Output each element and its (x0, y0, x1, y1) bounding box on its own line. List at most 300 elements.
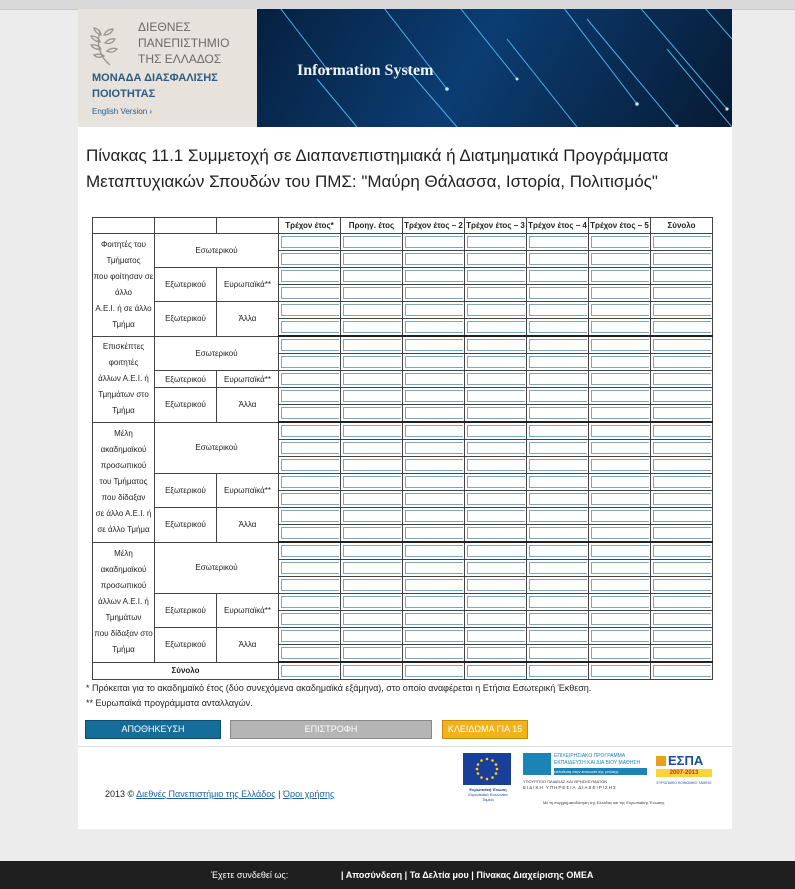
value-input[interactable] (591, 287, 649, 299)
value-input[interactable] (653, 630, 711, 642)
value-cell (465, 422, 527, 440)
value-input[interactable] (653, 321, 711, 333)
value-input[interactable] (467, 476, 525, 488)
header-banner (257, 9, 732, 127)
table-row (93, 302, 713, 319)
value-cell (403, 251, 465, 268)
value-cell (341, 457, 403, 474)
value-cell (527, 251, 589, 268)
value-input[interactable] (343, 407, 401, 419)
value-input[interactable] (281, 253, 339, 265)
program-line-3: επένδυση στην κοινωνία της γνώσης (554, 768, 647, 775)
value-cell (589, 628, 651, 645)
value-input[interactable] (343, 630, 401, 642)
value-input[interactable] (405, 321, 463, 333)
total-row (93, 662, 713, 680)
value-input[interactable] (281, 304, 339, 316)
value-cell (651, 354, 713, 371)
value-cell (589, 405, 651, 423)
value-input[interactable] (591, 442, 649, 454)
value-input[interactable] (529, 287, 587, 299)
value-input[interactable] (653, 373, 711, 385)
value-input[interactable] (343, 270, 401, 282)
value-cell (403, 405, 465, 423)
value-input[interactable] (343, 236, 401, 248)
program-logo (523, 753, 649, 795)
footer-separator: | (278, 789, 281, 799)
value-input[interactable] (405, 510, 463, 522)
value-input[interactable] (529, 425, 587, 437)
value-input[interactable] (467, 596, 525, 608)
value-cell (651, 594, 713, 611)
value-input[interactable] (343, 390, 401, 402)
value-cell (465, 542, 527, 560)
value-input[interactable] (467, 425, 525, 437)
laurel-logo-icon (90, 23, 130, 67)
value-input[interactable] (529, 339, 587, 351)
other-label: Άλλα (217, 508, 279, 543)
value-cell (465, 440, 527, 457)
value-input[interactable] (653, 527, 711, 539)
university-line-1: ΔΙΕΘΝΕΣ (138, 20, 191, 34)
value-input[interactable] (653, 304, 711, 316)
value-input[interactable] (405, 579, 463, 591)
value-cell (527, 422, 589, 440)
value-input[interactable] (653, 287, 711, 299)
unit-name (92, 70, 218, 102)
value-cell (279, 508, 341, 525)
value-input[interactable] (591, 407, 649, 419)
value-cell (589, 611, 651, 628)
value-cell (403, 474, 465, 491)
value-input[interactable] (653, 270, 711, 282)
value-input[interactable] (467, 373, 525, 385)
value-cell (651, 285, 713, 302)
value-cell (403, 560, 465, 577)
value-input[interactable] (281, 339, 339, 351)
value-cell (279, 525, 341, 543)
value-input[interactable] (591, 596, 649, 608)
value-input[interactable] (591, 613, 649, 625)
value-input[interactable] (343, 665, 401, 677)
value-input[interactable] (343, 459, 401, 471)
value-cell (589, 319, 651, 337)
back-button[interactable]: ΕΠΙΣΤΡΟΦΗ (230, 720, 432, 739)
value-input[interactable] (281, 630, 339, 642)
value-input[interactable] (405, 665, 463, 677)
value-input[interactable] (591, 390, 649, 402)
value-input[interactable] (467, 613, 525, 625)
value-input[interactable] (591, 321, 649, 333)
value-input[interactable] (281, 356, 339, 368)
value-cell (651, 611, 713, 628)
page-title: Πίνακας 11.1 Συμμετοχή σε Διαπανεπιστημιακά ή Διατμηματικά Προγράμματα Μεταπτυχιακών Σπουδών του ΠΜΣ: "Μαύρη Θάλασσα, Ιστορία, Πολιτισμός" (86, 146, 669, 191)
value-input[interactable] (343, 321, 401, 333)
table-row (93, 628, 713, 645)
value-input[interactable] (529, 390, 587, 402)
eu-label-line-2: Ευρωπαϊκό Κοινωνικό Ταμείο (468, 792, 508, 802)
value-input[interactable] (653, 647, 711, 659)
value-input[interactable] (591, 510, 649, 522)
value-input[interactable] (405, 425, 463, 437)
value-input[interactable] (653, 390, 711, 402)
value-cell (527, 611, 589, 628)
unit-line-1: ΜΟΝΑΔΑ ΔΙΑΣΦΑΛΙΣΗΣ (92, 72, 218, 84)
value-input[interactable] (591, 339, 649, 351)
value-input[interactable] (281, 545, 339, 557)
value-input[interactable] (653, 407, 711, 419)
value-input[interactable] (467, 459, 525, 471)
value-input[interactable] (529, 270, 587, 282)
value-input[interactable] (467, 407, 525, 419)
value-input[interactable] (529, 562, 587, 574)
value-input[interactable] (405, 442, 463, 454)
value-input[interactable] (405, 236, 463, 248)
logout-link[interactable]: Αποσύνδεση (345, 870, 403, 880)
european-label: Ευρωπαϊκά** (217, 594, 279, 628)
value-input[interactable] (653, 665, 711, 677)
eu-label (463, 787, 513, 802)
value-input[interactable] (529, 459, 587, 471)
value-input[interactable] (281, 562, 339, 574)
value-input[interactable] (405, 493, 463, 505)
value-input[interactable] (653, 339, 711, 351)
value-input[interactable] (653, 596, 711, 608)
group-label-line: Μέλη (114, 429, 133, 438)
value-input[interactable] (281, 493, 339, 505)
value-cell (651, 560, 713, 577)
value-input[interactable] (467, 665, 525, 677)
value-input[interactable] (467, 390, 525, 402)
value-input[interactable] (405, 407, 463, 419)
value-input[interactable] (529, 579, 587, 591)
value-input[interactable] (467, 545, 525, 557)
value-input[interactable] (591, 253, 649, 265)
value-input[interactable] (281, 287, 339, 299)
value-cell (341, 319, 403, 337)
bottom-bar (0, 861, 795, 889)
value-input[interactable] (653, 459, 711, 471)
value-input[interactable] (529, 373, 587, 385)
value-input[interactable] (343, 613, 401, 625)
value-cell (341, 405, 403, 423)
value-input[interactable] (405, 356, 463, 368)
group-label-line: άλλων Α.Ε.Ι. ή (98, 374, 149, 383)
value-input[interactable] (529, 647, 587, 659)
value-cell (403, 388, 465, 405)
external-label: Εξωτερικού (155, 302, 217, 337)
value-cell (279, 457, 341, 474)
value-input[interactable] (529, 407, 587, 419)
value-cell (465, 525, 527, 543)
value-input[interactable] (653, 356, 711, 368)
value-input[interactable] (281, 476, 339, 488)
value-input[interactable] (343, 442, 401, 454)
value-input[interactable] (653, 613, 711, 625)
logged-in-label: Έχετε συνδεθεί ως: (211, 870, 289, 880)
value-input[interactable] (467, 527, 525, 539)
col-header-total: Σύνολο (651, 218, 713, 234)
value-input[interactable] (529, 527, 587, 539)
value-cell (341, 354, 403, 371)
value-input[interactable] (281, 407, 339, 419)
value-input[interactable] (591, 665, 649, 677)
value-input[interactable] (281, 270, 339, 282)
value-input[interactable] (343, 527, 401, 539)
value-cell (651, 234, 713, 251)
terms-link[interactable]: Όροι χρήσης (282, 789, 335, 799)
value-cell (651, 645, 713, 663)
value-input[interactable] (653, 562, 711, 574)
value-input[interactable] (467, 442, 525, 454)
value-input[interactable] (591, 647, 649, 659)
value-input[interactable] (343, 510, 401, 522)
value-input[interactable] (591, 630, 649, 642)
value-input[interactable] (467, 287, 525, 299)
value-input[interactable] (591, 476, 649, 488)
value-input[interactable] (529, 304, 587, 316)
value-cell (279, 371, 341, 388)
value-cell (403, 628, 465, 645)
value-cell (465, 508, 527, 525)
footnotes (86, 681, 591, 711)
value-cell (527, 662, 589, 680)
admin-panel-link[interactable]: Πίνακας Διαχείρισης ΟΜΕΑ (476, 870, 594, 880)
group-label (93, 422, 155, 542)
value-input[interactable] (529, 630, 587, 642)
university-link[interactable]: Διεθνές Πανεπιστήμιο της Ελλάδος (136, 789, 276, 799)
value-input[interactable] (343, 425, 401, 437)
value-input[interactable] (281, 527, 339, 539)
university-line-2: ΠΑΝΕΠΙΣΤΗΜΙΟ (138, 36, 230, 50)
value-cell (341, 628, 403, 645)
external-label: Εξωτερικού (155, 594, 217, 628)
value-input[interactable] (281, 647, 339, 659)
value-input[interactable] (343, 304, 401, 316)
program-line-4: ΥΠΟΥΡΓΕΙΟ ΠΑΙΔΕΙΑΣ ΚΑΙ ΘΡΗΣΚΕΥΜΑΤΩΝ (523, 779, 608, 784)
value-cell (279, 594, 341, 611)
value-input[interactable] (467, 562, 525, 574)
value-input[interactable] (653, 579, 711, 591)
value-input[interactable] (405, 339, 463, 351)
value-input[interactable] (591, 545, 649, 557)
value-input[interactable] (405, 253, 463, 265)
value-input[interactable] (281, 459, 339, 471)
value-input[interactable] (591, 493, 649, 505)
value-cell (589, 354, 651, 371)
value-input[interactable] (405, 545, 463, 557)
value-input[interactable] (405, 596, 463, 608)
value-input[interactable] (591, 373, 649, 385)
value-cell (589, 371, 651, 388)
eu-label-line-1: Ευρωπαϊκή Ένωση (469, 787, 507, 792)
value-input[interactable] (281, 390, 339, 402)
value-cell (403, 302, 465, 319)
value-cell (651, 542, 713, 560)
value-cell (341, 388, 403, 405)
value-cell (589, 234, 651, 251)
value-cell (527, 302, 589, 319)
value-input[interactable] (467, 253, 525, 265)
value-input[interactable] (591, 356, 649, 368)
col-header-previous: Προηγ. έτος (341, 218, 403, 234)
value-input[interactable] (653, 425, 711, 437)
value-input[interactable] (467, 647, 525, 659)
value-cell (279, 268, 341, 285)
value-cell (527, 594, 589, 611)
footnote-1: * Πρόκειται για το ακαδημαϊκό έτος (δύο συνεχόμενα ακαδημαϊκά εξάμηνα), στο οποίο αναφέρεται η Ετήσια Εσωτερική Έκθεση. (86, 683, 592, 693)
value-input[interactable] (591, 459, 649, 471)
value-input[interactable] (653, 545, 711, 557)
value-input[interactable] (343, 579, 401, 591)
value-input[interactable] (405, 630, 463, 642)
value-input[interactable] (467, 339, 525, 351)
value-cell (403, 440, 465, 457)
value-input[interactable] (405, 287, 463, 299)
value-input[interactable] (405, 459, 463, 471)
value-input[interactable] (343, 356, 401, 368)
lock-button[interactable]: ΚΛΕΙΔΩΜΑ ΓΙΑ 15 (442, 720, 528, 739)
value-input[interactable] (591, 236, 649, 248)
value-cell (341, 336, 403, 354)
value-input[interactable] (281, 442, 339, 454)
value-input[interactable] (529, 596, 587, 608)
value-input[interactable] (467, 579, 525, 591)
value-input[interactable] (467, 356, 525, 368)
value-cell (341, 611, 403, 628)
value-input[interactable] (529, 665, 587, 677)
value-input[interactable] (343, 647, 401, 659)
value-input[interactable] (591, 425, 649, 437)
value-input[interactable] (653, 253, 711, 265)
value-input[interactable] (529, 236, 587, 248)
value-input[interactable] (281, 613, 339, 625)
value-cell (651, 268, 713, 285)
value-input[interactable] (405, 562, 463, 574)
value-cell (651, 491, 713, 508)
value-input[interactable] (281, 510, 339, 522)
value-input[interactable] (405, 270, 463, 282)
value-input[interactable] (467, 321, 525, 333)
value-input[interactable] (467, 493, 525, 505)
value-input[interactable] (281, 596, 339, 608)
value-input[interactable] (343, 476, 401, 488)
value-cell (527, 628, 589, 645)
value-input[interactable] (529, 253, 587, 265)
value-input[interactable] (405, 527, 463, 539)
value-input[interactable] (529, 613, 587, 625)
funding-logos (463, 751, 713, 806)
my-reports-link[interactable]: Τα Δελτία μου (409, 870, 469, 880)
value-input[interactable] (343, 287, 401, 299)
value-input[interactable] (529, 510, 587, 522)
header-blank-2 (155, 218, 217, 234)
value-cell (465, 628, 527, 645)
external-label: Εξωτερικού (155, 371, 217, 388)
value-cell (465, 405, 527, 423)
value-input[interactable] (281, 373, 339, 385)
value-input[interactable] (653, 442, 711, 454)
value-input[interactable] (529, 442, 587, 454)
value-cell (403, 268, 465, 285)
value-cell (465, 371, 527, 388)
value-cell (465, 611, 527, 628)
group-label-line: Τμήμα (112, 645, 135, 654)
value-input[interactable] (281, 236, 339, 248)
value-cell (279, 440, 341, 457)
group-label-line: που δίδαξαν στο (94, 629, 153, 638)
value-input[interactable] (467, 270, 525, 282)
other-label: Άλλα (217, 302, 279, 337)
value-input[interactable] (467, 304, 525, 316)
value-input[interactable] (591, 579, 649, 591)
value-cell (527, 474, 589, 491)
value-cell (279, 628, 341, 645)
value-input[interactable] (281, 425, 339, 437)
group-label-line: Τμημάτων στο (98, 390, 149, 399)
value-input[interactable] (591, 270, 649, 282)
value-cell (465, 251, 527, 268)
espa-bar-icon (656, 756, 666, 766)
value-input[interactable] (529, 321, 587, 333)
group-label-line: προσωπικού (100, 581, 147, 590)
value-input[interactable] (405, 647, 463, 659)
value-input[interactable] (467, 630, 525, 642)
value-input[interactable] (653, 476, 711, 488)
value-input[interactable] (529, 356, 587, 368)
value-cell (651, 319, 713, 337)
value-cell (527, 508, 589, 525)
group-label-line: Α.Ε.Ι. ή σε άλλο (95, 303, 152, 313)
value-input[interactable] (529, 545, 587, 557)
value-cell (589, 645, 651, 663)
value-input[interactable] (467, 236, 525, 248)
value-input[interactable] (343, 339, 401, 351)
english-version-link[interactable]: English Version › (92, 107, 153, 116)
value-input[interactable] (405, 613, 463, 625)
value-input[interactable] (343, 545, 401, 557)
value-input[interactable] (529, 493, 587, 505)
value-input[interactable] (405, 373, 463, 385)
value-input[interactable] (529, 476, 587, 488)
value-cell (589, 594, 651, 611)
value-input[interactable] (467, 510, 525, 522)
header-blank-3 (217, 218, 279, 234)
value-input[interactable] (405, 304, 463, 316)
value-input[interactable] (653, 510, 711, 522)
value-input[interactable] (405, 476, 463, 488)
value-input[interactable] (343, 596, 401, 608)
value-input[interactable] (281, 579, 339, 591)
save-button[interactable]: ΑΠΟΘΗΚΕΥΣΗ (85, 720, 221, 739)
value-input[interactable] (343, 253, 401, 265)
value-input[interactable] (591, 562, 649, 574)
value-input[interactable] (591, 304, 649, 316)
table-row (93, 594, 713, 611)
value-cell (403, 645, 465, 663)
value-input[interactable] (343, 373, 401, 385)
external-label: Εξωτερικού (155, 388, 217, 423)
value-input[interactable] (653, 493, 711, 505)
value-input[interactable] (343, 493, 401, 505)
value-input[interactable] (653, 236, 711, 248)
value-input[interactable] (281, 665, 339, 677)
value-input[interactable] (405, 390, 463, 402)
value-input[interactable] (343, 562, 401, 574)
value-input[interactable] (591, 527, 649, 539)
value-cell (279, 251, 341, 268)
value-input[interactable] (281, 321, 339, 333)
